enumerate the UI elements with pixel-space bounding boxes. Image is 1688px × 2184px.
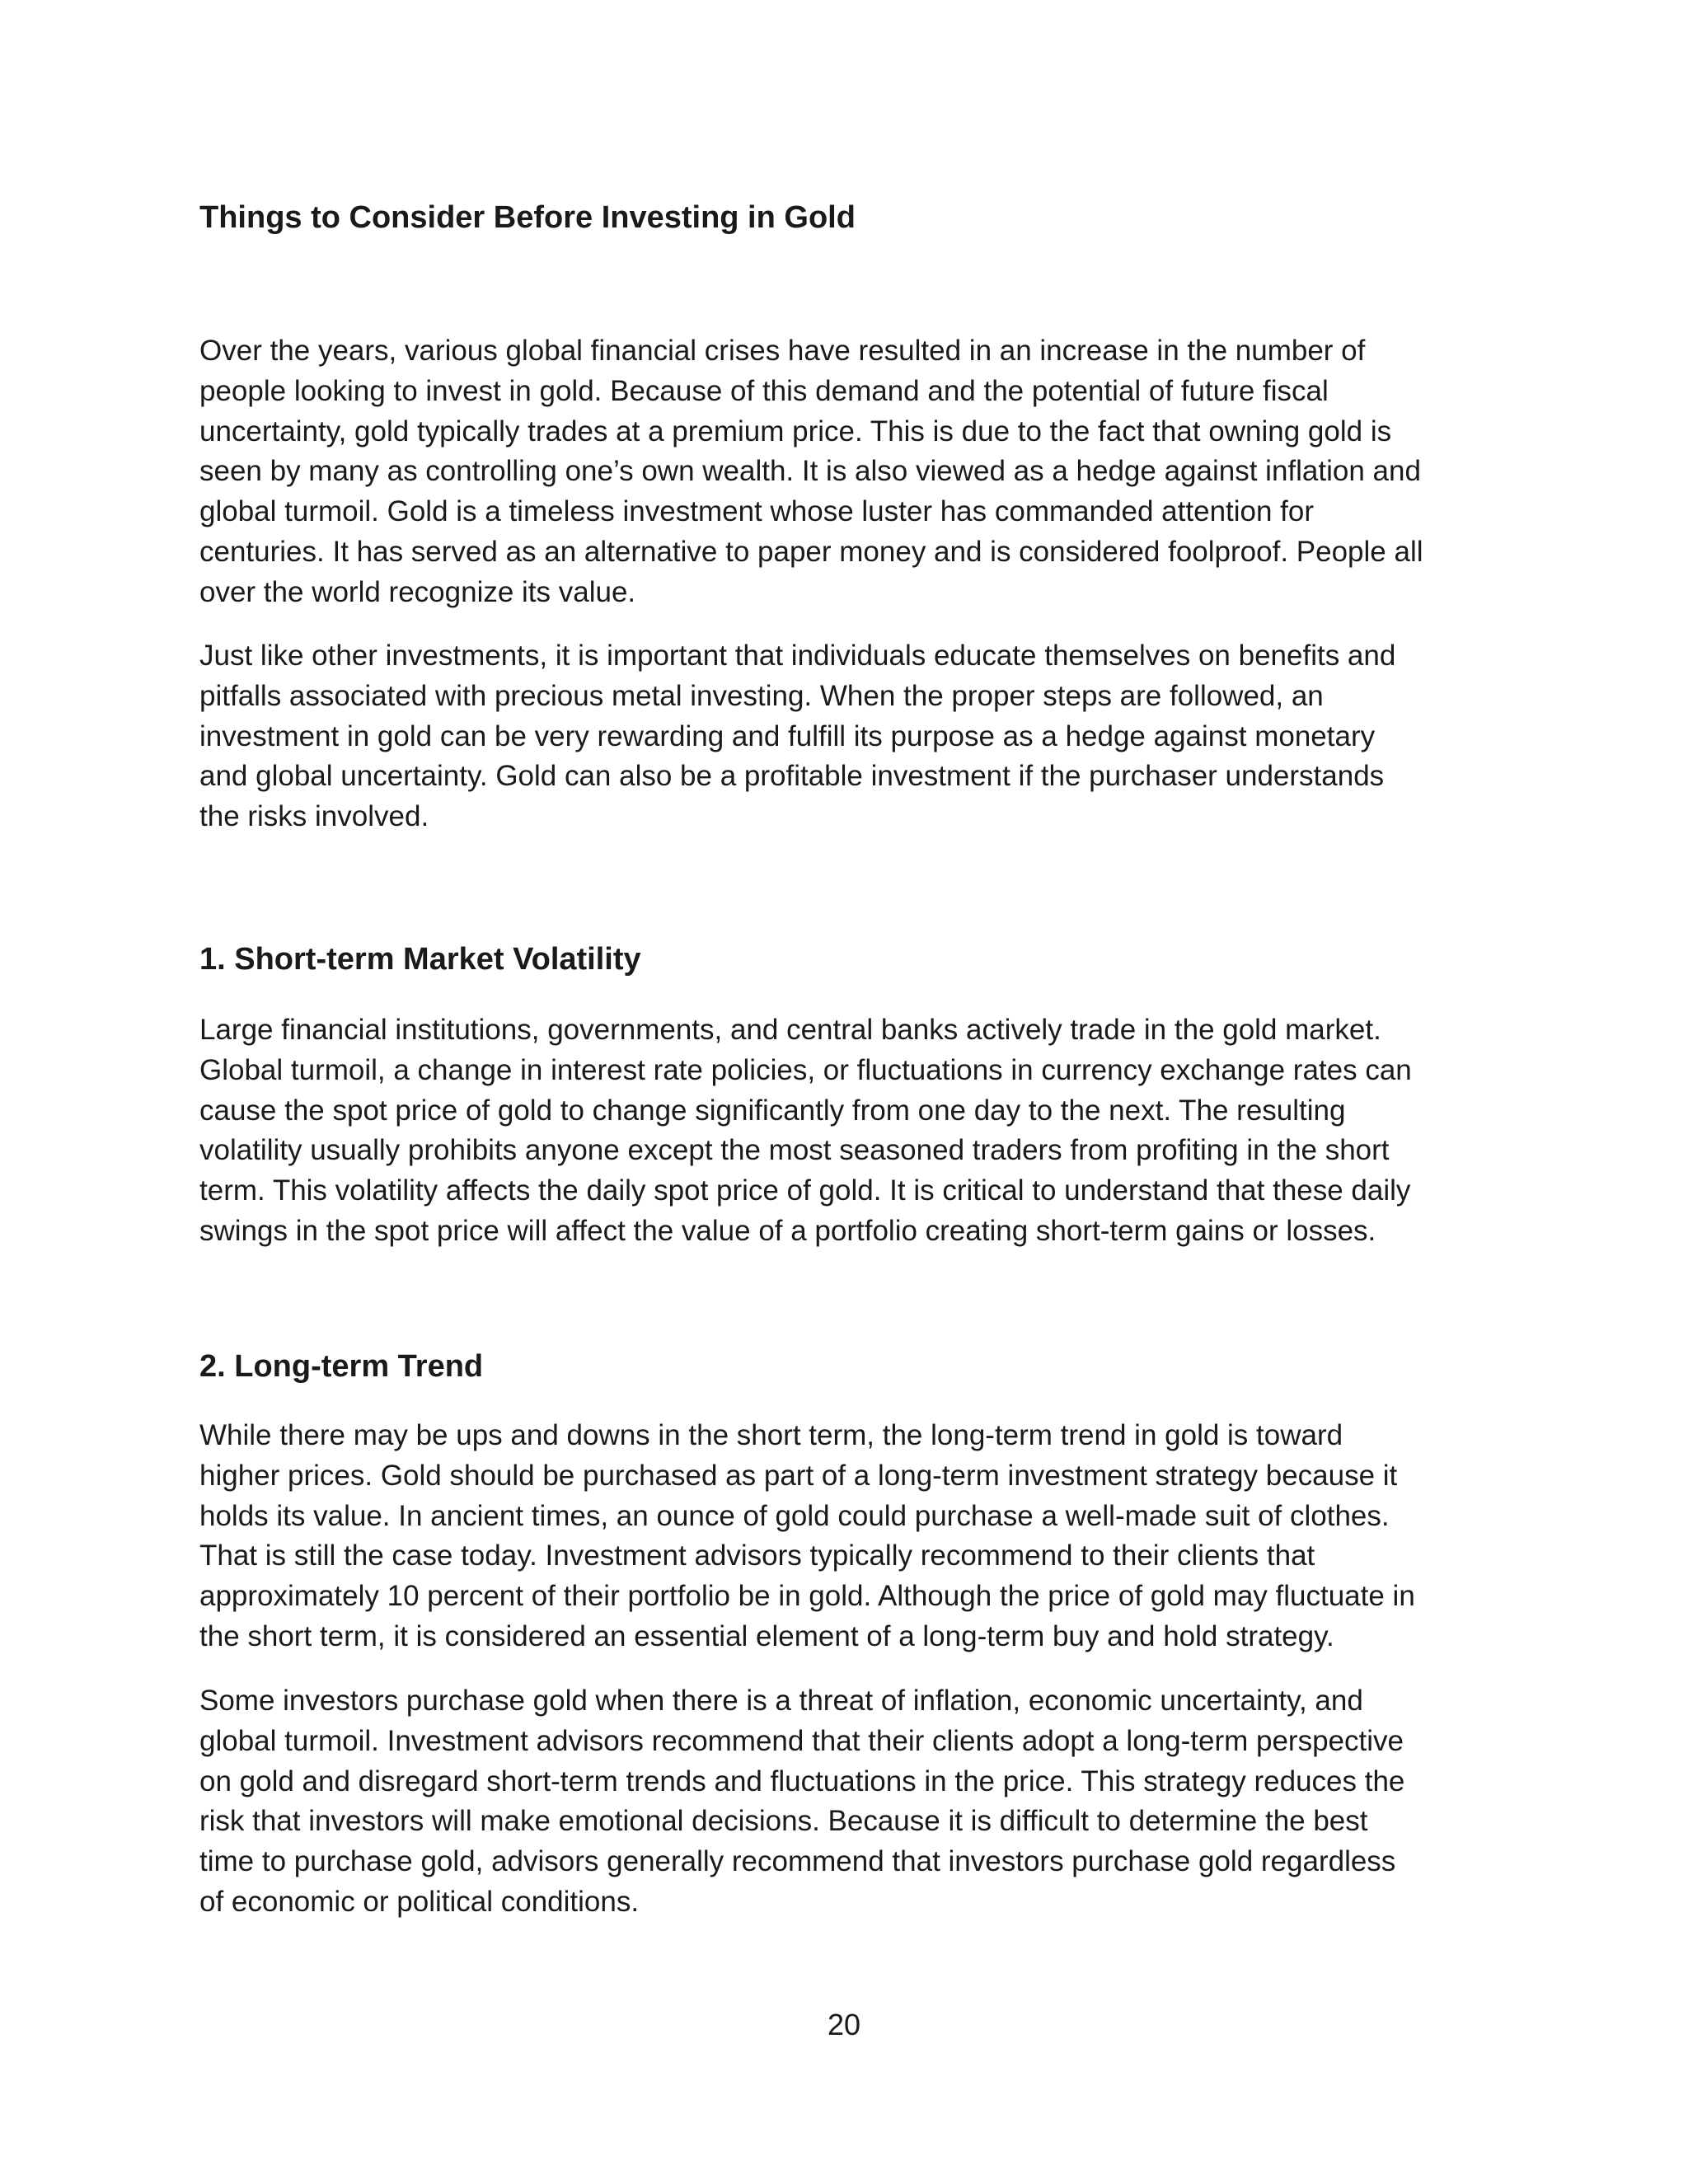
text-line: volatility usually prohibits anyone except the most seasoned traders from profiting in the short <box>199 1134 1390 1167</box>
text-line: Global turmoil, a change in interest rate policies, or fluctuations in currency exchange rates can <box>199 1053 1412 1086</box>
page-number: 20 <box>827 2008 861 2041</box>
intro-paragraph-2 <box>199 636 1535 837</box>
intro-paragraph-1 <box>199 331 1535 613</box>
section-2-paragraph-2 <box>199 1681 1535 1923</box>
text-line: swings in the spot price will affect the value of a portfolio creating short-term gains or losses. <box>199 1214 1376 1247</box>
text-line: approximately 10 percent of their portfolio be in gold. Although the price of gold may fluctuate in <box>199 1580 1415 1613</box>
text-line: That is still the case today. Investment advisors typically recommend to their clients that <box>199 1540 1315 1572</box>
text-line: investment in gold can be very rewarding and fulfill its purpose as a hedge against monetary <box>199 719 1376 752</box>
section-heading-long-term-trend: 2. Long-term Trend <box>199 1349 484 1384</box>
text-line: Large financial institutions, governments, and central banks actively trade in the gold market. <box>199 1014 1381 1046</box>
text-line: and global uncertainty. Gold can also be a profitable investment if the purchaser understands <box>199 760 1385 793</box>
text-line: Over the years, various global financial crises have resulted in an increase in the number of <box>199 335 1366 367</box>
text-line: on gold and disregard short-term trends and fluctuations in the price. This strategy reduces the <box>199 1765 1405 1797</box>
text-line: over the world recognize its value. <box>199 575 636 608</box>
text-line: cause the spot price of gold to change significantly from one day to the next. The resulting <box>199 1094 1346 1127</box>
text-line: seen by many as controlling one’s own wealth. It is also viewed as a hedge against inflation and <box>199 455 1421 488</box>
text-line: global turmoil. Gold is a timeless investment whose luster has commanded attention for <box>199 495 1315 528</box>
text-line: global turmoil. Investment advisors recommend that their clients adopt a long-term perspective <box>199 1724 1404 1757</box>
page-title: Things to Consider Before Investing in Gold <box>199 200 856 235</box>
text-line: Just like other investments, it is important that individuals educate themselves on benefits and <box>199 640 1396 672</box>
section-2-paragraph-1 <box>199 1416 1535 1657</box>
text-line: the short term, it is considered an essential element of a long-term buy and hold strategy. <box>199 1619 1334 1652</box>
text-line: of economic or political conditions. <box>199 1885 640 1918</box>
section-heading-short-term-volatility: 1. Short-term Market Volatility <box>199 942 641 977</box>
text-line: Some investors purchase gold when there is a threat of inflation, economic uncertainty, and <box>199 1685 1363 1717</box>
text-line: pitfalls associated with precious metal investing. When the proper steps are followed, an <box>199 679 1324 712</box>
text-line: uncertainty, gold typically trades at a premium price. This is due to the fact that owning gold is <box>199 415 1392 448</box>
text-line: term. This volatility affects the daily spot price of gold. It is critical to understand that these daily <box>199 1174 1411 1207</box>
text-line: people looking to invest in gold. Because of this demand and the potential of future fiscal <box>199 374 1329 407</box>
text-line: holds its value. In ancient times, an ounce of gold could purchase a well-made suit of clothes. <box>199 1499 1390 1532</box>
text-line: time to purchase gold, advisors generally recommend that investors purchase gold regardless <box>199 1845 1396 1878</box>
text-line: higher prices. Gold should be purchased as part of a long-term investment strategy because it <box>199 1459 1398 1492</box>
text-line: centuries. It has served as an alternative to paper money and is considered foolproof. People all <box>199 535 1423 568</box>
section-1-paragraph-1 <box>199 1010 1535 1252</box>
text-line: While there may be ups and downs in the short term, the long-term trend in gold is toward <box>199 1419 1343 1451</box>
text-line: the risks involved. <box>199 800 429 833</box>
text-line: risk that investors will make emotional decisions. Because it is difficult to determine the best <box>199 1805 1368 1838</box>
